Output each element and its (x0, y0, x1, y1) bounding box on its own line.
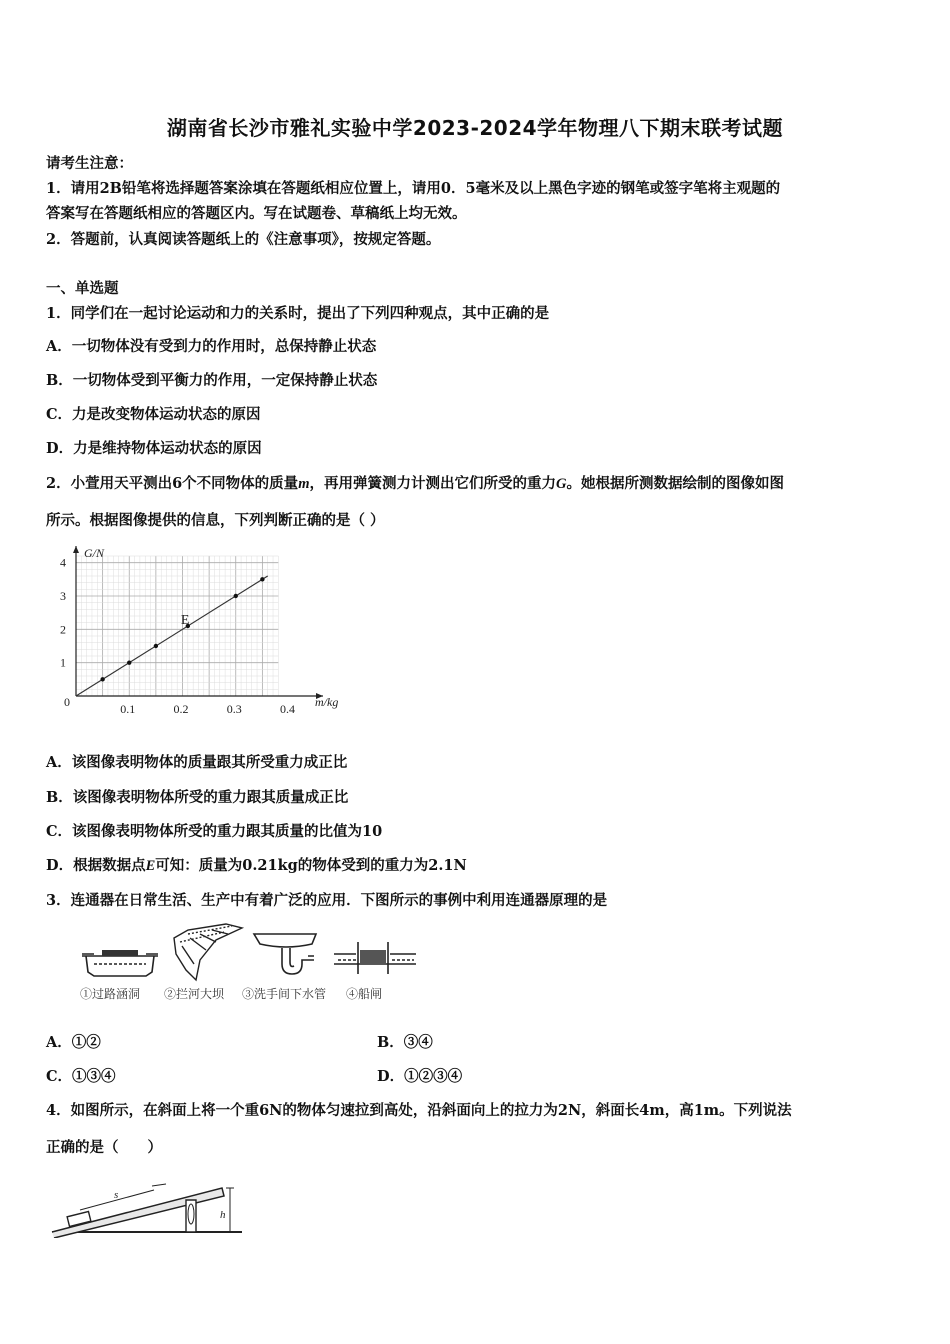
q1-stem: 1．同学们在一起讨论运动和力的关系时，提出了下列四种观点，其中正确的是 (46, 305, 550, 322)
q3-caption-2: ②拦河大坝 (164, 987, 225, 1001)
q2-stem-a3: 。她根据所测数据绘制的图像如图 (566, 475, 784, 492)
q2-option-d-point: E (145, 858, 156, 874)
ship-lock-figure (334, 942, 416, 974)
x-tick-label: 0.2 (173, 702, 189, 716)
q3-option-c: C．①③④ (46, 1068, 116, 1085)
data-point (234, 594, 238, 598)
q2-stem-a (46, 472, 784, 493)
q3-caption-3: ③洗手间下水管 (242, 987, 327, 1001)
q3-figures (76, 920, 421, 1010)
dam-figure (174, 924, 242, 980)
chart-grid (76, 556, 278, 696)
x-tick-label: 0.3 (226, 702, 242, 716)
notice-item-2: 2．答题前，认真阅读答题纸上的《注意事项》，按规定答题。 (46, 231, 441, 248)
q2-stem-a1: 2．小萱用天平测出6个不同物体的质量 (46, 475, 299, 492)
q3-caption-4: ④船闸 (346, 987, 383, 1001)
notice-item-1b: 答案写在答题纸相应的答题区内。写在试题卷、草稿纸上均无效。 (46, 205, 467, 222)
q1-option-c: C．力是改变物体运动状态的原因 (46, 406, 261, 423)
q1-option-d: D．力是维持物体运动状态的原因 (46, 440, 262, 457)
q2-option-c: C．该图像表明物体所受的重力跟其质量的比值为10 (46, 823, 383, 840)
incline-label-s: s (114, 1189, 119, 1201)
q3-caption-1: ①过路涵洞 (80, 987, 141, 1001)
data-point (127, 660, 131, 664)
x-tick-label: 0.4 (280, 702, 295, 716)
gm-chart (46, 540, 366, 720)
q2-option-d-2: 可知：质量为0.21kg的物体受到的重力为2.1N (155, 857, 467, 874)
y-tick-label: 1 (60, 655, 66, 670)
incline-figure (46, 1166, 246, 1238)
y-tick-label: 3 (60, 589, 66, 603)
notice-heading: 请考生注意： (46, 155, 133, 172)
y-axis-label: G/N (84, 546, 105, 560)
page-title: 湖南省长沙市雅礼实验中学2023-2024学年物理八下期末联考试题 (166, 116, 784, 140)
sink-trap-figure (254, 934, 316, 974)
y-axis-arrow (73, 546, 79, 553)
x-axis-label: m/kg (315, 695, 339, 709)
q2-stem-a2: ，再用弹簧测力计测出它们所受的重力 (309, 475, 556, 492)
data-point (260, 577, 264, 581)
q3-stem: 3．连通器在日常生活、生产中有着广泛的应用．下图所示的事例中利用连通器原理的是 (46, 892, 608, 909)
q1-option-a: A．一切物体没有受到力的作用时，总保持静止状态 (46, 338, 377, 355)
incline-label-h: h (220, 1209, 226, 1221)
q3-option-d: D．①②③④ (377, 1068, 463, 1085)
point-label-e: E (180, 613, 190, 628)
data-point (154, 644, 158, 648)
origin-label: 0 (64, 695, 70, 709)
section-heading: 一、单选题 (46, 280, 119, 297)
y-tick-label: 4 (60, 555, 66, 570)
q2-stem-b: 所示。根据图像提供的信息，下列判断正确的是（ ） (46, 512, 385, 529)
data-point (100, 677, 104, 681)
x-tick-label: 0.1 (120, 702, 136, 716)
q3-option-a: A．①② (46, 1034, 101, 1051)
q2-option-b: B．该图像表明物体所受的重力跟其质量成正比 (46, 789, 349, 806)
q4-stem-b: 正确的是（ ） (46, 1139, 162, 1156)
q4-stem-a: 4．如图所示，在斜面上将一个重6N的物体匀速拉到高处，沿斜面向上的拉力为2N，斜面长4m，高1m。下列说法 (46, 1102, 792, 1119)
y-tick-label: 2 (60, 622, 66, 637)
q2-option-a: A．该图像表明物体的质量跟其所受重力成正比 (46, 754, 348, 771)
q2-option-d-1: D．根据数据点 (46, 857, 146, 874)
notice-item-1a: 1．请用2B铅笔将选择题答案涂填在答题纸相应位置上，请用0．5毫米及以上黑色字迹的钢笔或签字笔将主观题的 (46, 180, 781, 197)
q2-var-g: G (555, 476, 567, 492)
q2-option-d (46, 854, 467, 875)
culvert-figure (82, 950, 158, 976)
q3-option-b: B．③④ (377, 1034, 433, 1051)
chart-axes (60, 546, 338, 716)
q1-option-b: B．一切物体受到平衡力的作用，一定保持静止状态 (46, 372, 378, 389)
q2-var-m: m (298, 476, 310, 492)
